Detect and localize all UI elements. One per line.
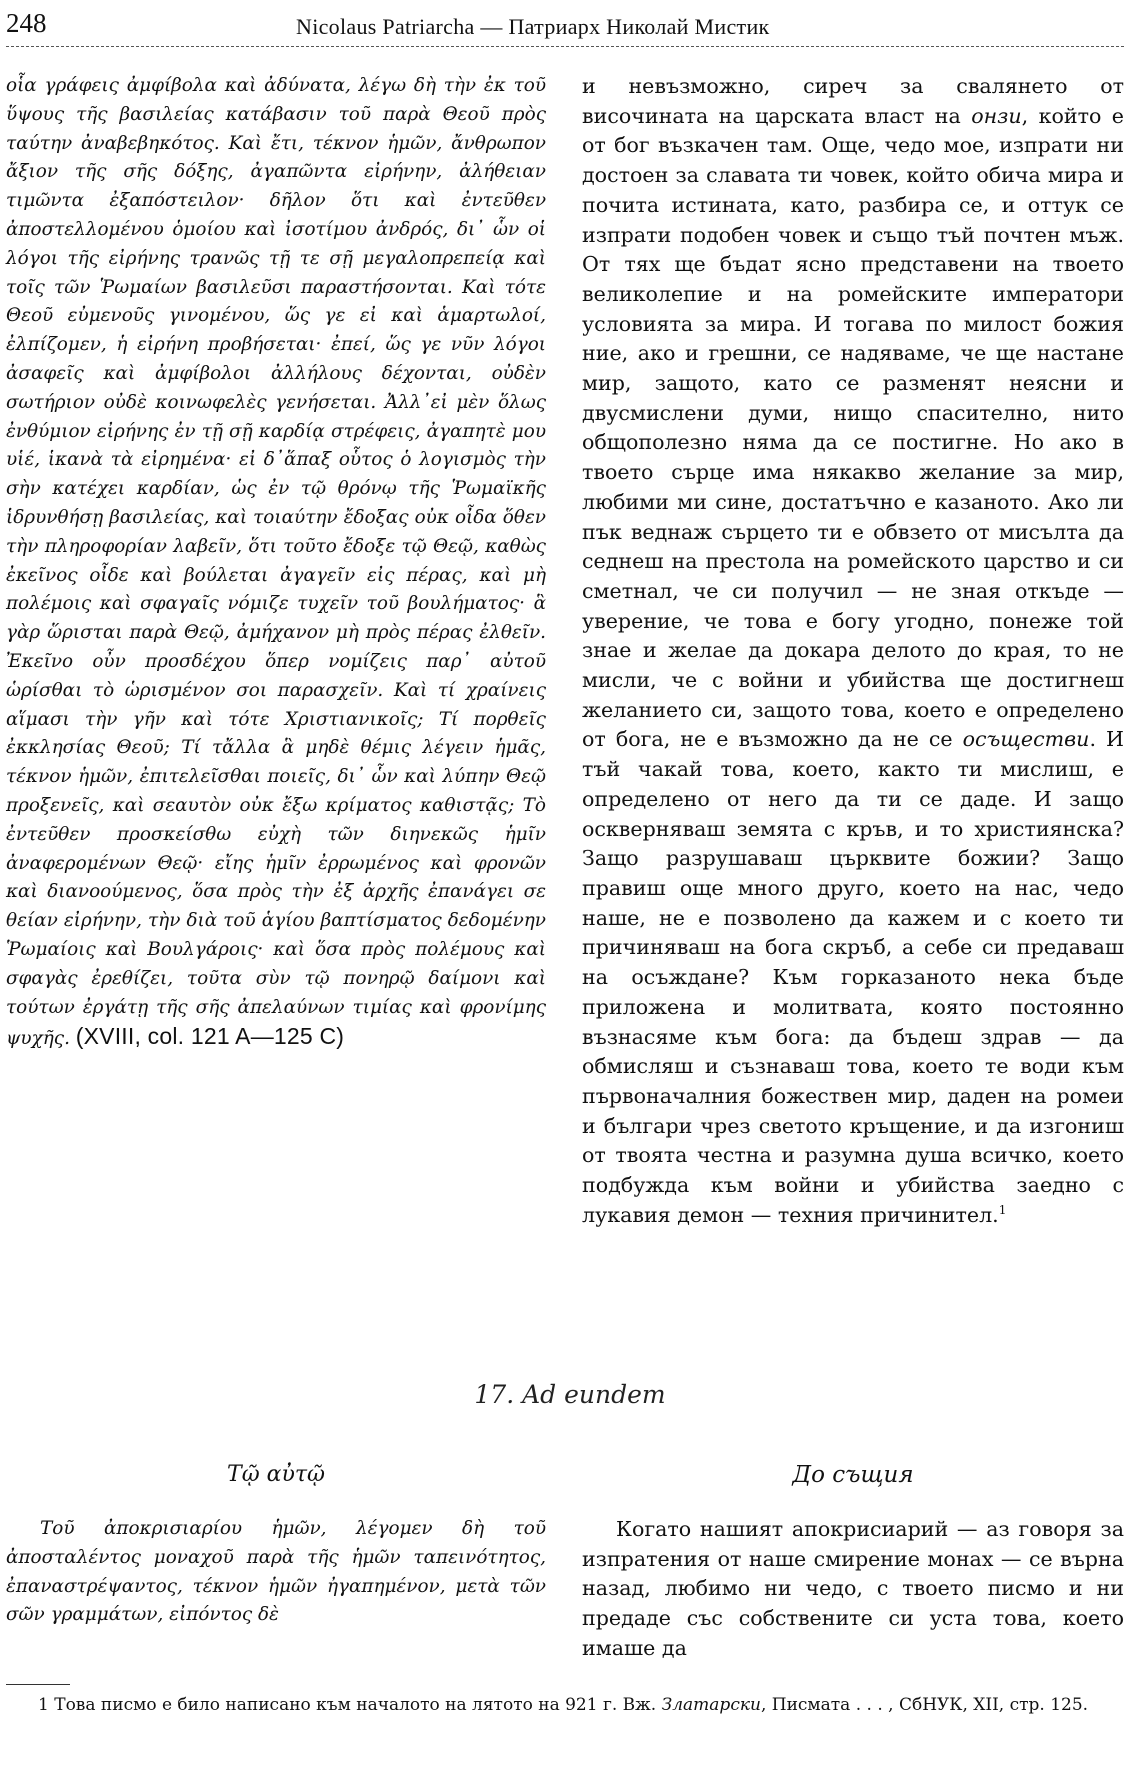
citation: (XVIII, col. 121 A—125 C): [75, 1023, 345, 1050]
greek-column: [6, 72, 546, 1054]
header-divider: [6, 46, 1124, 47]
footnote-marker: 1: [998, 1202, 1007, 1217]
greek-text-letter-16: οἷα γράφεις ἀμφίβολα καὶ ἀδύνατα, λέγω δὴ τὴν ἐκ τοῦ ὕψους τῆς βασιλείας κατάβασιν τοῦ παρὰ Θεοῦ πρὸς ταύτην ἀναβεβηκότος. Καὶ ἔτι, τέκνον ἡμῶν, ἄνθρωπον ἄξιον τῆς σῆς δόξης, ἀγαπῶντα εἰρήνην, ἀλήθειαν τιμῶντα ἐξαπόστειλον· δῆλον ὅτι καὶ ἐντεῦθεν ἀποστελλομένου ὁμοίου καὶ ἰσοτίμου ἀνδρός, δι᾿ ὧν οἱ λόγοι τῆς εἰρήνης τρανῶς τῇ τε σῇ μεγαλοπρεπείᾳ καὶ τοῖς τῶν Ῥωμαίων βασιλεῦσι παραστήσονται. Καὶ τότε Θεοῦ εὐμενοῦς γινομένου, ὥς γε εἰ καὶ ἁμαρτωλοί, ἐλπίζομεν, ἡ εἰρήνη προβήσεται· ἐπεί, ὥς γε νῦν λόγοι ἀσαφεῖς καὶ ἀμφίβολοι ἀλλήλους δέχονται, οὐδὲν σωτήριον οὐδὲ κοινωφελὲς γενήσεται. Ἀλλ᾿εἰ μὲν ὅλως ἐνθύμιον εἰρήνης ἐν τῇ σῇ καρδίᾳ στρέφεις, ἀγαπητὲ μου υἱέ, ἱκανὰ τὰ εἰρημένα· εἰ δ᾿ἅπαξ οὗτος ὁ λογισμὸς τὴν σὴν κατέχει καρδίαν, ὡς ἐν τῷ θρόνῳ τῆς Ῥωμαϊκῆς ἱδρυνθήσῃ βασιλείας, καὶ τοιαύτην ἔδοξας οὐκ οἶδα ὅθεν τὴν πληροφορίαν λαβεῖν, ὅτι τοῦτο ἔδοξε τῷ Θεῷ, καθὼς ἐκεῖνος οἶδε καὶ βούλεται ἀγαγεῖν εἰς πέρας, καὶ μὴ πολέμοις καὶ σφαγαῖς νόμιζε τυχεῖν τοῦ βουλήματος· ἃ γὰρ ὥρισται παρὰ Θεῷ, ἀμήχανον μὴ πρὸς πέρας ἐλθεῖν. Ἐκεῖνο οὖν προσδέχου ὅπερ νομίζεις παρ᾿ αὐτοῦ ὡρίσθαι τὸ ὡρισμένον σοι παρασχεῖν. Καὶ τί χραίνεις αἵμασι τὴν γῆν καὶ τότε Χριστιανικοῖς; Τί πορθεῖς ἐκκλησίας Θεοῦ; Τί τἄλλα ἃ μηδὲ θέμις λέγειν ἡμᾶς, τέκνον ἡμῶν, ἐπιτελεῖσθαι ποιεῖς, δι᾿ ὧν καὶ λύπην Θεῷ προξενεῖς, καὶ σεαυτὸν οὐκ ἔξω κρίματος καθιστᾷς; Τὸ ἐντεῦθεν προσκείσθω εὐχὴ τῶν διηνεκῶς ἡμῖν ἀναφερομένων Θεῷ· εἴης ἡμῖν ἐρρωμένος καὶ φρονῶν καὶ διανοούμενος, ὅσα πρὸς τὴν ἐξ ἀρχῆς ἐπανάγει σε θείαν εἰρήνην, τὴν διὰ τοῦ ἁγίου βαπτίσματος δεδομένην Ῥωμαίοις καὶ Βουλγάροις· καὶ ὅσα πρὸς πολέμους καὶ σφαγὰς ἐρεθίζει, τοῦτα σὺν τῷ πονηρῷ δαίμονι καὶ τούτων ἐργάτῃ τῆς σῆς ἀπελαύνων τιμίας καὶ φρονίμης ψυχῆς. (XVIII, col. 121 A—125 C): [6, 75, 546, 1050]
footnote-author: Златарски: [661, 1695, 761, 1715]
bulgarian-subtitle: До същия: [792, 1462, 914, 1488]
section-title: 17. Ad eundem: [474, 1380, 666, 1409]
footnote-number: 1: [38, 1695, 49, 1715]
footnote: 1 Това писмо е било написано към началото на лятото на 921 г. Вж. Златарски, Писмата . . . , СбНУК, XII, стр. 125.: [38, 1695, 1089, 1715]
bulgarian-column-letter-17: [582, 1515, 1124, 1664]
greek-text-letter-17: Τοῦ ἀποκρισιαρίου ἡμῶν, λέγομεν δὴ τοῦ ἀποσταλέντος μοναχοῦ παρὰ τῆς ἡμῶν ταπεινότητος, ἐπαναστρέψαντος, τέκνον ἡμῶν ἠγαπημένον, μετὰ τῶν σῶν γραμμάτων, εἰπόντος δὲ: [6, 1518, 546, 1626]
footnote-divider: [6, 1684, 70, 1685]
bulgarian-text-letter-17: Когато нашият апокрисиарий — аз говоря за изпратения от наше смирение монах — се върна назад, любимо ни чедо, с твоето писмо и ни предаде със собствените си уста това, което имаше да: [582, 1517, 1124, 1660]
bulgarian-text-letter-16: и невъзможно, сиреч за свалянето от височината на царската власт на онзи, който е от бог възкачен там. Още, чедо мое, изпрати ни достоен за славата ти човек, който обича мира и почита истината, като, разбира се, и оттук се изпрати подобен човек и също тъй почтен мъж. От тях ще бъдат ясно представени на твоето великолепие и на ромейските императори условията за мира. И тогава по милост божия ние, ако и грешни, се надяваме, че ще настане мир, защото, като се разменят неясни и двусмислени думи, нищо спасително, нито общополезно няма да се постигне. Но ако в твоето сърце има някакво желание за мир, любими ми сине, достатъчно е казаното. Ако ли пък веднаж сърцето ти е обвзето от мисълта да седнеш на престола на ромейското царство и си сметнал, че си получил — не зная откъде — уверение, че това е богу угодно, понеже той знае и желае да докара делото до края, то не мисли, че с войни и убийства ще достигнеш желанието си, защото това, което е определено от бога, не е възможно да не се осъществи. И тъй чакай това, което, както ти мислиш, е определено от него да ти се даде. И защо оскверняваш земята с кръв, и то християнска? Защо разрушаваш църквите божии? Защо правиш още много друго, което на нас, чедо наше, не е позволено да кажем и с което ти причиняваш на бога скръб, а себе си предаваш на осъждане? Към горказаното нека бъде приложена и молитвата, която постоянно възнасяме към бога: да бъдеш здрав — да обмисляш и съзнаваш това, което те води към първоначалния божествен мир, даден на ромеи и българи чрез светото кръщение, и да изгониш от твоята честна и разумна душа всичко, което подбужда към войни и убийства заедно с лукавия демон — техния причинител.$^1$: [582, 74, 1124, 1227]
page-number: 248: [6, 8, 47, 38]
bulgarian-column: [582, 72, 1124, 1230]
greek-subtitle: Τῷ αὐτῷ: [227, 1462, 325, 1487]
page-header: [6, 8, 1124, 42]
running-head: Nicolaus Patriarcha — Патриарх Николай Мистик: [296, 14, 770, 39]
greek-column-letter-17: [6, 1515, 546, 1630]
